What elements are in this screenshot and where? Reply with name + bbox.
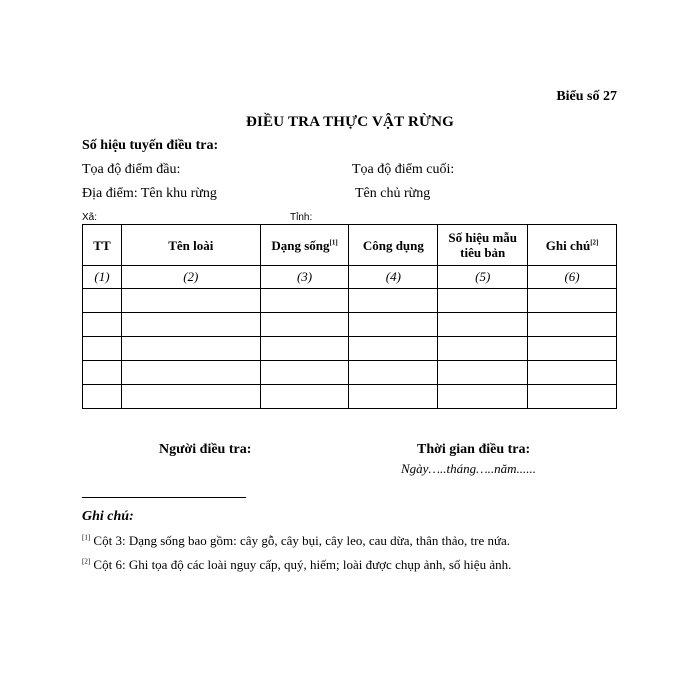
table-cell[interactable] (438, 361, 528, 385)
table-cell[interactable] (528, 313, 617, 337)
table-cell[interactable] (438, 385, 528, 409)
table-cell[interactable] (438, 313, 528, 337)
table-cell[interactable] (349, 289, 438, 313)
column-header-label: Dạng sống (271, 237, 330, 253)
surveyor-label: Người điều tra: (159, 442, 252, 457)
table-cell[interactable] (83, 337, 122, 361)
column-number: (4) (349, 266, 438, 289)
note-item (82, 557, 511, 573)
column-header-label: TT (93, 237, 111, 253)
table-cell[interactable] (528, 385, 617, 409)
table-row (83, 337, 617, 361)
table-cell[interactable] (83, 361, 122, 385)
commune-label: Xã: (82, 212, 98, 223)
table-cell[interactable] (121, 385, 260, 409)
form-number: Biểu số 27 (556, 89, 617, 104)
table-cell[interactable] (349, 385, 438, 409)
table-cell[interactable] (260, 361, 349, 385)
footnote-marker: [1] (329, 238, 338, 247)
table-cell[interactable] (121, 361, 260, 385)
footnote-marker: [2] (590, 238, 599, 247)
table-cell[interactable] (528, 289, 617, 313)
column-header-label: Tên loài (168, 237, 214, 253)
table-cell[interactable] (438, 337, 528, 361)
table-row (83, 289, 617, 313)
survey-time-label: Thời gian điều tra: (417, 442, 531, 457)
table-cell[interactable] (83, 385, 122, 409)
column-header (438, 225, 528, 266)
column-number: (5) (438, 266, 528, 289)
table-cell[interactable] (83, 313, 122, 337)
table-cell[interactable] (349, 361, 438, 385)
survey-date: Ngày…..tháng…..năm...... (401, 461, 537, 476)
start-coordinate-label: Tọa độ điểm đầu: (82, 162, 181, 177)
column-header-label: Số hiệu mẫu tiêu bản (448, 230, 518, 260)
column-number-row (83, 266, 617, 289)
column-header (528, 225, 617, 266)
table-cell[interactable] (528, 337, 617, 361)
column-number: (1) (83, 266, 122, 289)
notes-title: Ghi chú: (82, 509, 134, 524)
page-title: ĐIỀU TRA THỰC VẬT RỪNG (245, 114, 455, 130)
column-header (83, 225, 122, 266)
table-cell[interactable] (260, 337, 349, 361)
column-number: (3) (260, 266, 349, 289)
table-cell[interactable] (121, 337, 260, 361)
table-row (83, 385, 617, 409)
forest-owner-label: Tên chủ rừng (355, 186, 431, 201)
note-marker: [2] (82, 557, 91, 566)
end-coordinate-label: Tọa độ điểm cuối: (352, 162, 455, 177)
table-cell[interactable] (349, 337, 438, 361)
column-header-label: Công dụng (362, 237, 424, 253)
table-cell[interactable] (260, 313, 349, 337)
location-label: Địa điểm: Tên khu rừng (82, 186, 217, 201)
table-cell[interactable] (121, 289, 260, 313)
table-cell[interactable] (260, 289, 349, 313)
province-label: Tỉnh: (290, 212, 313, 223)
table-row (83, 361, 617, 385)
note-marker: [1] (82, 533, 91, 542)
table-cell[interactable] (528, 361, 617, 385)
column-number: (2) (121, 266, 260, 289)
table-cell[interactable] (121, 313, 260, 337)
column-header (260, 225, 349, 266)
table-cell[interactable] (260, 385, 349, 409)
transect-id-label: Số hiệu tuyến điều tra: (82, 138, 219, 153)
note-item (82, 533, 510, 549)
table-cell[interactable] (438, 289, 528, 313)
column-header (349, 225, 438, 266)
column-number: (6) (528, 266, 617, 289)
table-cell[interactable] (349, 313, 438, 337)
table-header-row (83, 225, 617, 266)
note-text: Cột 3: Dạng sống bao gồm: cây gỗ, cây bụi, cây leo, cau dừa, thân thảo, tre nứa. (93, 533, 511, 548)
table-row (83, 313, 617, 337)
column-header-label: Ghi chú (545, 237, 591, 253)
divider (82, 497, 246, 498)
column-header (121, 225, 260, 266)
survey-table (82, 224, 617, 409)
table-cell[interactable] (83, 289, 122, 313)
note-text: Cột 6: Ghi tọa độ các loài nguy cấp, quý, hiếm; loài được chụp ảnh, số hiệu ảnh. (93, 557, 512, 572)
